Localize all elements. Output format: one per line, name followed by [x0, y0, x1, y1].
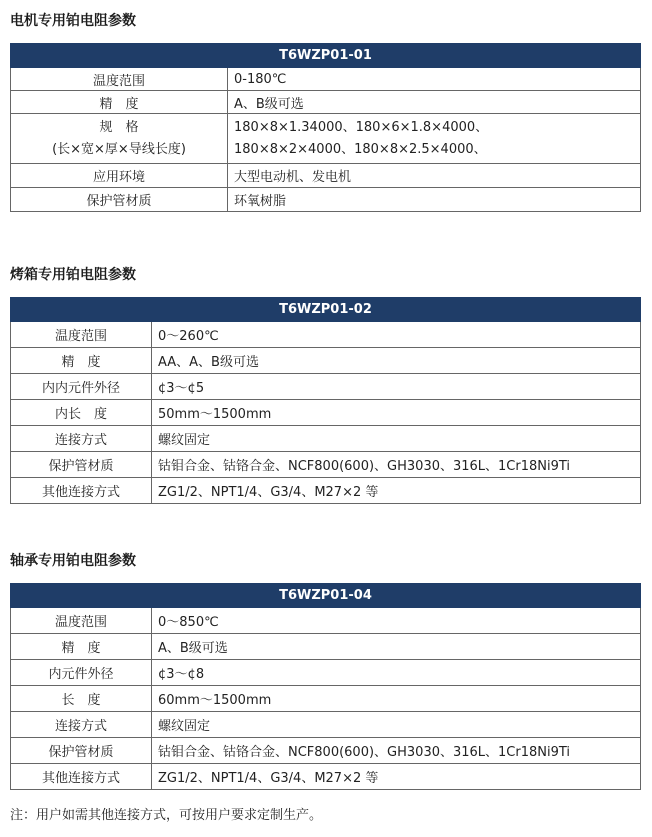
row-value: 钴钼合金、钴铬合金、NCF800(600)、GH3030、316L、1Cr18Ni9Ti [152, 738, 641, 764]
row-label: 其他连接方式 [11, 764, 152, 790]
table-row [11, 68, 641, 91]
row-label: 保护管材质 [11, 452, 152, 478]
section-title-motor: 电机专用铂电阻参数 [10, 13, 136, 29]
table-row [11, 686, 641, 712]
table-row [11, 738, 641, 764]
table-row [11, 400, 641, 426]
table-row [11, 164, 641, 188]
spec-table-bearing [10, 583, 641, 790]
row-value: 0-180℃ [228, 68, 641, 91]
table-row [11, 634, 641, 660]
row-label: 连接方式 [11, 426, 152, 452]
footnote: 注：用户如需其他连接方式，可按用户要求定制生产。 [10, 808, 323, 823]
row-value: 钴钼合金、钴铬合金、NCF800(600)、GH3030、316L、1Cr18Ni9Ti [152, 452, 641, 478]
table-row [11, 478, 641, 504]
table-row [11, 660, 641, 686]
row-value: 0～260℃ [152, 322, 641, 348]
table-row [11, 426, 641, 452]
model-header: T6WZP01-04 [11, 584, 641, 608]
value-line: 180×8×1.34000、180×6×1.8×4000、 [234, 119, 489, 135]
table-row [11, 322, 641, 348]
table-row [11, 764, 641, 790]
table-row [11, 374, 641, 400]
row-label: 温度范围 [11, 322, 152, 348]
row-label: 精 度 [11, 91, 228, 114]
row-value: A、B级可选 [228, 91, 641, 114]
model-header: T6WZP01-01 [11, 44, 641, 68]
table-row [11, 608, 641, 634]
label-line: 规 格 [99, 119, 139, 135]
row-value: 60mm～1500mm [152, 686, 641, 712]
table-row [11, 188, 641, 212]
row-label: 长 度 [11, 686, 152, 712]
section-title-bearing: 轴承专用铂电阻参数 [10, 553, 136, 569]
row-value: 0～850℃ [152, 608, 641, 634]
table-row [11, 452, 641, 478]
row-label: 内长 度 [11, 400, 152, 426]
row-label: 温度范围 [11, 608, 152, 634]
row-label: 温度范围 [11, 68, 228, 91]
table-row [11, 348, 641, 374]
row-value: ZG1/2、NPT1/4、G3/4、M27×2 等 [152, 478, 641, 504]
row-label: 内元件外径 [11, 660, 152, 686]
table-row [11, 712, 641, 738]
section-title-oven: 烤箱专用铂电阻参数 [10, 267, 136, 283]
row-value: A、B级可选 [152, 634, 641, 660]
row-value: ¢3～¢5 [152, 374, 641, 400]
spec-table-motor [10, 43, 641, 212]
row-label: 精 度 [11, 634, 152, 660]
table-row [11, 114, 641, 164]
row-value: 50mm～1500mm [152, 400, 641, 426]
row-label: 精 度 [11, 348, 152, 374]
row-label: 保护管材质 [11, 738, 152, 764]
row-label: 应用环境 [11, 164, 228, 188]
spec-table-oven [10, 297, 641, 504]
label-line: (长×宽×厚×导线长度) [52, 141, 186, 157]
row-label [11, 114, 228, 164]
row-value: AA、A、B级可选 [152, 348, 641, 374]
row-value: 大型电动机、发电机 [228, 164, 641, 188]
row-value: 螺纹固定 [152, 712, 641, 738]
row-label: 内内元件外径 [11, 374, 152, 400]
row-label: 连接方式 [11, 712, 152, 738]
row-label: 保护管材质 [11, 188, 228, 212]
model-header: T6WZP01-02 [11, 298, 641, 322]
value-line: 180×8×2×4000、180×8×2.5×4000、 [234, 141, 487, 157]
row-value: ZG1/2、NPT1/4、G3/4、M27×2 等 [152, 764, 641, 790]
table-row [11, 91, 641, 114]
row-value: ¢3～¢8 [152, 660, 641, 686]
row-label: 其他连接方式 [11, 478, 152, 504]
row-value: 环氧树脂 [228, 188, 641, 212]
row-value: 螺纹固定 [152, 426, 641, 452]
row-value [228, 114, 641, 164]
